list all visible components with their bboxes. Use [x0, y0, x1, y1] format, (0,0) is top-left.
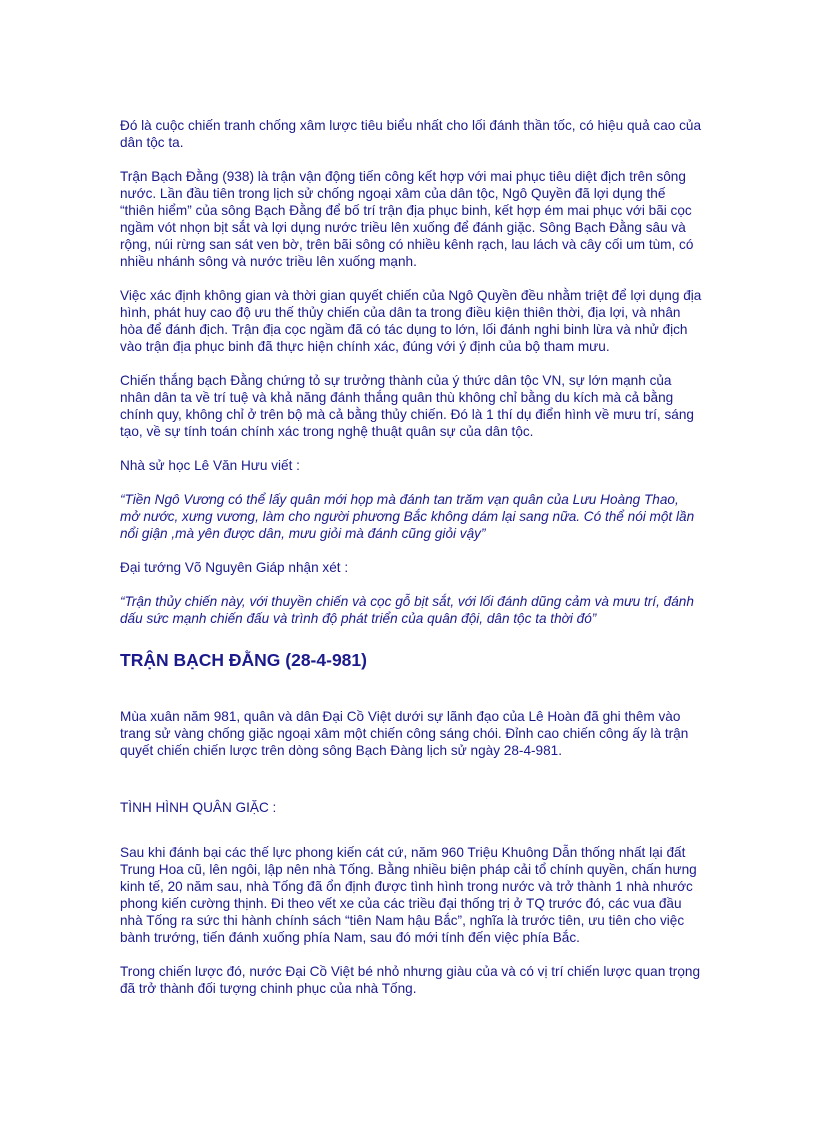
document-body	[120, 117, 702, 1014]
paragraph: Trận Bạch Đằng (938) là trận vận động tiến công kết hợp với mai phục tiêu diệt địch trên sông nước. Lần đầu tiên trong lịch sử chống ngoại xâm của dân tộc, Ngô Quyền đã lợi dụng thế “thiên hiểm” của sông Bạch Đằng để bố trí trận địa phục binh, kết hợp ém mai phục với bãi cọc ngầm vót nhọn bịt sắt và lợi dụng nước triều lên xuống để đánh giặc. Sông Bạch Đằng sâu và rộng, núi rừng san sát ven bờ, trên bãi sông có nhiều kênh rạch, lau lách và cây cối um tùm, có nhiều nhánh sông và nước triều lên xuống mạnh.	[120, 169, 694, 269]
quote: “Trận thủy chiến này, với thuyền chiến và cọc gỗ bịt sắt, với lối đánh dũng cảm và mưu trí, đánh dấu sức mạnh chiến đấu và trình độ phát triển của quân đội, dân tộc ta thời đó”	[120, 594, 694, 626]
paragraph: Đó là cuộc chiến tranh chống xâm lược tiêu biểu nhất cho lối đánh thần tốc, có hiệu quả cao của dân tộc ta.	[120, 118, 702, 150]
section-heading: TRẬN BẠCH ĐẰNG (28-4-981)	[120, 650, 367, 670]
quote-intro: Nhà sử học Lê Văn Hưu viết :	[120, 458, 300, 473]
quote: “Tiền Ngô Vương có thể lấy quân mới họp mà đánh tan trăm vạn quân của Lưu Hoàng Thao, mở nước, xưng vương, làm cho người phương Bắc không dám lại sang nữa. Có thể nói một lần nổi giận ,mà yên được dân, mưu giỏi mà đánh cũng giỏi vậy”	[120, 492, 695, 541]
paragraph: Sau khi đánh bại các thế lực phong kiến cát cứ, năm 960 Triệu Khuông Dẫn thống nhất lại đất Trung Hoa cũ, lên ngôi, lập nên nhà Tống. Bằng nhiều biện pháp cải tổ chính quyền, chấn hưng kinh tế, 20 năm sau, nhà Tống đã ổn định được tình hình trong nước và trở thành 1 nhà nhước phong kiến cường thịnh. Đi theo vết xe của các triều đại thống trị ở TQ trước đó, các vua đầu nhà Tống ra sức thi hành chính sách “tiên Nam hậu Bắc”, nghĩa là trước tiên, ưu tiên cho việc bành trướng, tiến đánh xuống phía Nam, sau đó mới tính đến việc phía Bắc.	[120, 845, 697, 945]
paragraph: Mùa xuân năm 981, quân và dân Đại Cồ Việt dưới sự lãnh đạo của Lê Hoàn đã ghi thêm vào trang sử vàng chống giặc ngoại xâm một chiến công sáng chói. Đỉnh cao chiến công ấy là trận quyết chiến chiến lược trên dòng sông Bạch Đàng lịch sử ngày 28-4-981.	[120, 709, 689, 758]
paragraph: Chiến thắng bạch Đằng chứng tỏ sự trưởng thành của ý thức dân tộc VN, sự lớn mạnh của nhân dân ta về trí tuệ và khả năng đánh thắng quân thù không chỉ bằng du kích mà cả bằng chính quy, không chỉ ở trên bộ mà cả bằng thủy chiến. Đó là 1 thí dụ điển hình về mưu trí, sáng tạo, về sự tính toán chính xác trong nghệ thuật quân sự của dân tộc.	[120, 373, 694, 439]
paragraph: Việc xác định không gian và thời gian quyết chiến của Ngô Quyền đều nhằm triệt để lợi dụng địa hình, phát huy cao độ ưu thế thủy chiến của dân ta trong điều kiện thiên thời, địa lợi, và nhân hòa để đánh địch. Trận địa cọc ngầm đã có tác dụng to lớn, lối đánh nghi binh lừa và nhử địch vào trận địa phục binh đã thực hiện chính xác, đúng với ý định của bộ tham mưu.	[120, 288, 702, 354]
paragraph: Trong chiến lược đó, nước Đại Cồ Việt bé nhỏ nhưng giàu của và có vị trí chiến lược quan trọng đã trở thành đối tượng chinh phục của nhà Tống.	[120, 964, 701, 996]
section-label: TÌNH HÌNH QUÂN GIẶC :	[120, 800, 277, 815]
quote-intro: Đại tướng Võ Nguyên Giáp nhận xét :	[120, 560, 349, 575]
